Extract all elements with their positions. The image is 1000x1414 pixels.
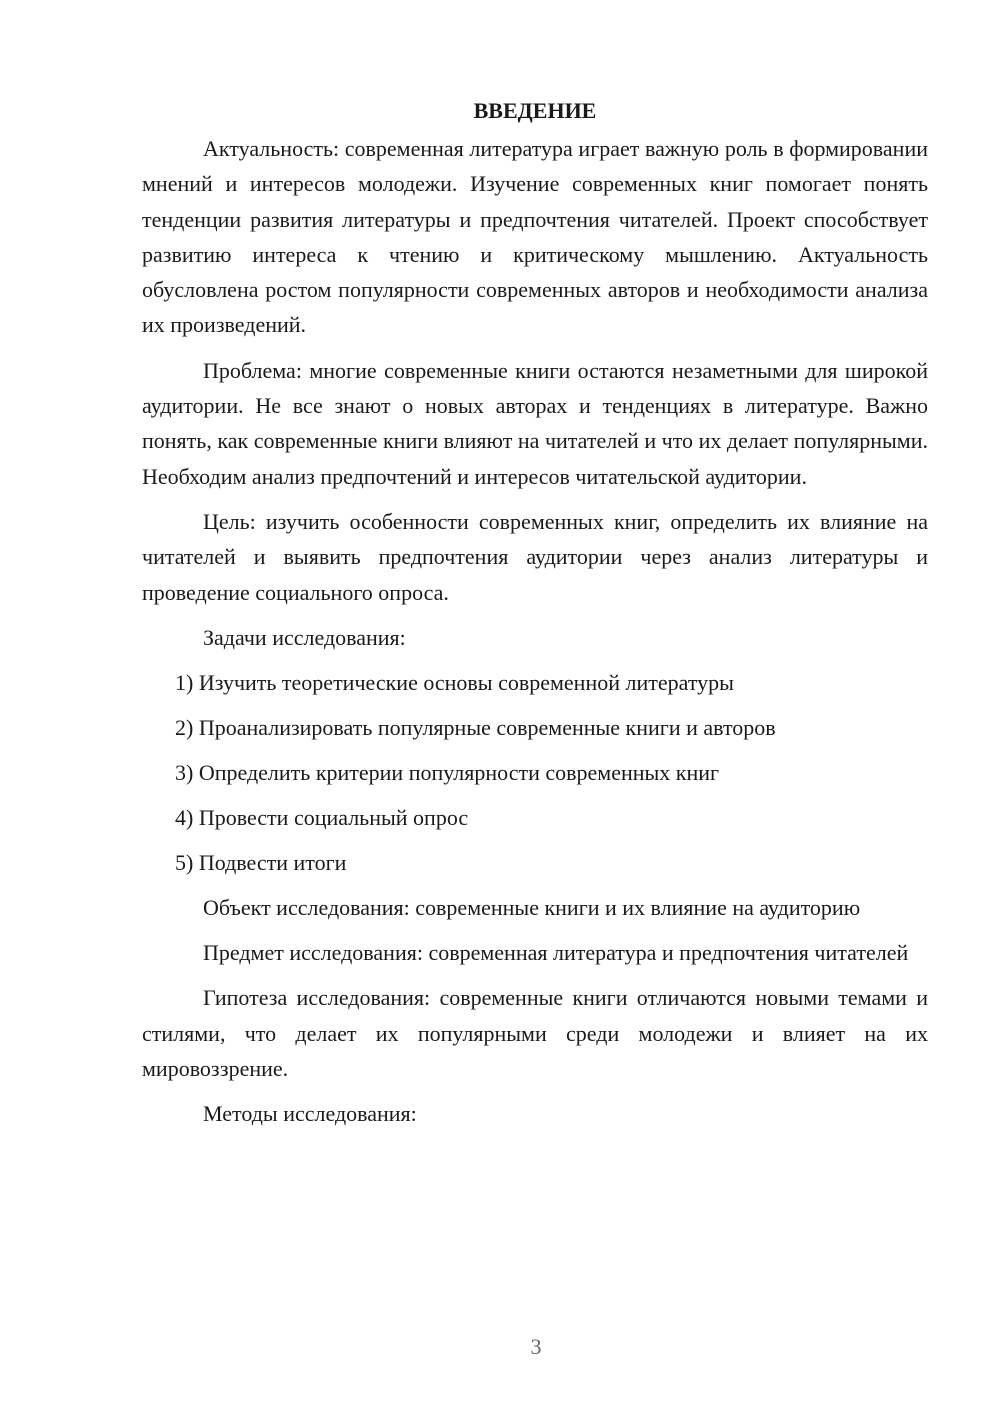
page-number: 3 — [530, 1334, 542, 1359]
document-page — [142, 93, 928, 1141]
tasks-heading: Задачи исследования: — [203, 624, 406, 650]
goal-paragraph: Цель: изучить особенности современных книг, определить их влияние на читателей и выявить предпочтения аудитории через анализ литературы и проведение социального опроса. — [142, 508, 928, 605]
subject-paragraph: Предмет исследования: современная литература и предпочтения читателей — [203, 940, 909, 966]
section-title: ВВЕДЕНИЕ — [473, 98, 597, 123]
relevance-paragraph: Актуальность: современная литература играет важную роль в формировании мнений и интересов молодежи. Изучение современных книг помогает понять тенденции развития литературы и предпочтения читателей. Проект способствует развитию интереса к чтению и критическому мышлению. Актуальность обусловлена ростом популярности современных авторов и необходимости анализа их произведений. — [142, 136, 928, 338]
task-item-2: 2) Проанализировать популярные современные книги и авторов — [175, 714, 776, 740]
task-item-4: 4) Провести социальный опрос — [175, 804, 469, 830]
task-item-3: 3) Определить критерии популярности современных книг — [175, 759, 720, 785]
task-item-5: 5) Подвести итоги — [175, 849, 347, 875]
task-item-1: 1) Изучить теоретические основы современной литературы — [175, 669, 734, 695]
problem-paragraph: Проблема: многие современные книги остаются незаметными для широкой аудитории. Не все знают о новых авторах и тенденциях в литературе. Важно понять, как современные книги влияют на читателей и что их делает популярными. Необходим анализ предпочтений и интересов читательской аудитории. — [142, 357, 928, 489]
methods-heading: Методы исследования: — [203, 1101, 417, 1127]
hypothesis-paragraph: Гипотеза исследования: современные книги отличаются новыми темами и стилями, что делает их популярными среди молодежи и влияет на их мировоззрение. — [142, 985, 928, 1082]
object-paragraph: Объект исследования: современные книги и их влияние на аудиторию — [203, 894, 861, 920]
